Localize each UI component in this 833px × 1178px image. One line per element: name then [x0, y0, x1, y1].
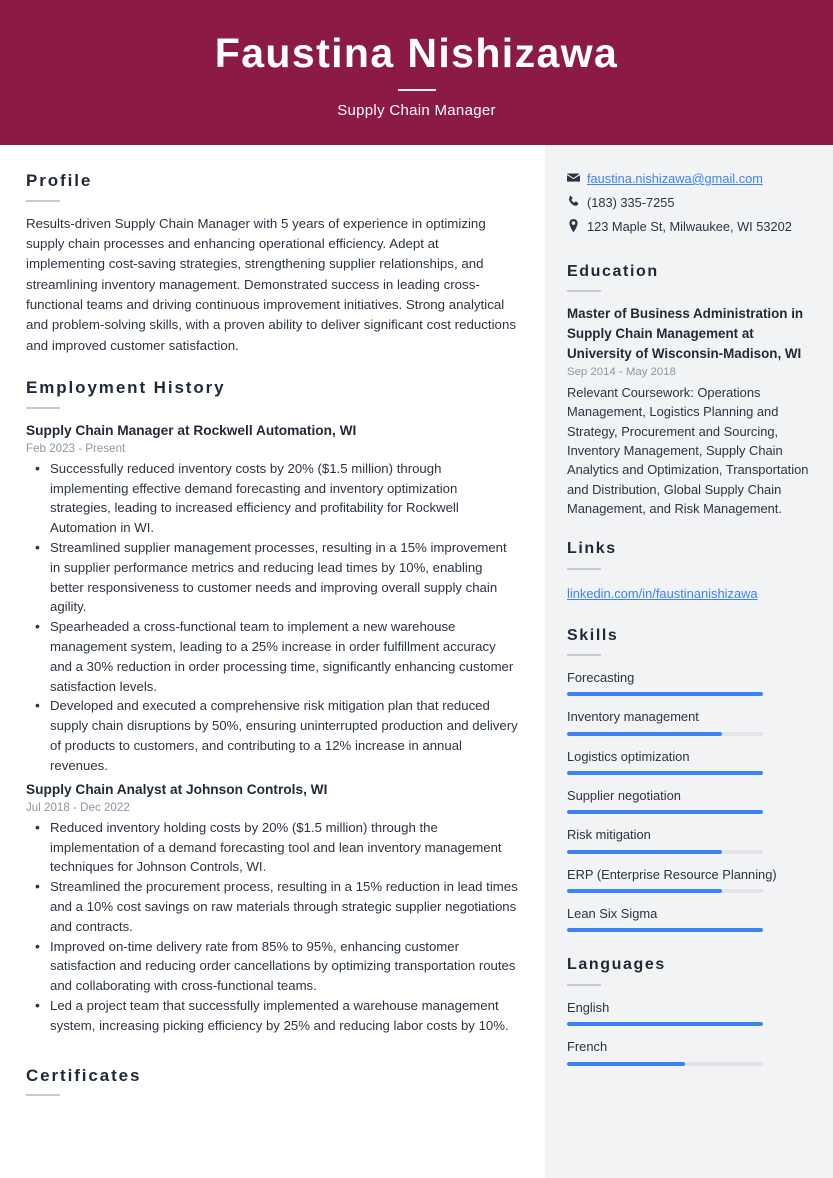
job-bullet: • Streamlined supplier management processes, resulting in a 15% improvement in supplier performance metrics and reducing lead times by 10%, enabling better responsiveness to customer needs and improving overall supply chain agility.	[26, 538, 519, 617]
skill-level-track	[567, 692, 763, 696]
linkedin-link[interactable]: linkedin.com/in/faustinanishizawa	[567, 585, 758, 601]
job-entry	[26, 421, 519, 776]
section-underline	[26, 1094, 60, 1096]
skill-level-fill	[567, 810, 763, 814]
skill-item	[567, 786, 809, 814]
profile-section	[26, 171, 519, 356]
profile-text: Results-driven Supply Chain Manager with 5 years of experience in optimizing supply chain processes and enhancing operational efficiency. Adept at implementing cost-saving strategies, strengthening supplier relationships, and streamlining inventory management. Demonstrated success in leading cross-functional teams and driving continuous improvement initiatives. Strong analytical and problem-solving skills, with a proven ability to deliver significant cost reductions and improved customer satisfaction.	[26, 215, 516, 353]
contact-row-email	[567, 169, 809, 188]
education-dates: Sep 2014 - May 2018	[567, 366, 676, 379]
languages-heading: Languages	[567, 956, 666, 974]
skill-label: Supplier negotiation	[567, 787, 681, 803]
job-title: Supply Chain Manager at Rockwell Automation, WI	[26, 422, 357, 438]
job-entry	[26, 780, 519, 1036]
skill-item	[567, 865, 809, 893]
address-value: 123 Maple St, Milwaukee, WI 53202	[587, 219, 792, 235]
phone-icon	[567, 193, 587, 208]
skill-item	[567, 707, 809, 735]
skill-item	[567, 747, 809, 775]
location-pin-icon	[567, 217, 587, 232]
employment-heading: Employment History	[26, 377, 226, 397]
header-divider	[398, 89, 436, 91]
skill-label: Lean Six Sigma	[567, 906, 658, 922]
section-underline	[26, 407, 60, 409]
language-label: English	[567, 999, 610, 1015]
section-underline	[26, 200, 60, 202]
language-item	[567, 998, 809, 1026]
skill-level-fill	[567, 771, 763, 775]
links-section	[567, 540, 809, 604]
resume-header	[0, 0, 833, 145]
sidebar-column	[545, 145, 833, 1178]
education-degree: Master of Business Administration in Supply Chain Management at University of Wisconsin-Madison, WI	[567, 305, 804, 362]
employment-section	[26, 378, 519, 1036]
education-heading: Education	[567, 262, 659, 280]
job-bullet: • Led a project team that successfully implemented a warehouse management system, increasing picking efficiency by 25% and reducing labor costs by 10%.	[26, 996, 519, 1036]
language-level-track	[567, 1062, 763, 1066]
language-item	[567, 1037, 809, 1065]
profile-heading: Profile	[26, 171, 93, 190]
skill-item	[567, 904, 809, 932]
job-bullet-list	[26, 459, 519, 776]
links-heading: Links	[567, 540, 617, 558]
language-level-fill	[567, 1022, 763, 1026]
language-level-track	[567, 1022, 763, 1026]
job-bullet: • Reduced inventory holding costs by 20% ($1.5 million) through the implementation of a demand forecasting tool and lean inventory management techniques for Johnson Controls, WI.	[26, 818, 519, 877]
skill-level-fill	[567, 692, 763, 696]
job-dates: Feb 2023 - Present	[26, 442, 126, 456]
resume-body	[0, 145, 833, 1178]
job-bullet: • Successfully reduced inventory costs by 20% ($1.5 million) through implementing effective demand forecasting and inventory optimization strategies, leading to increased efficiency and profitability for Rockwell Automation in WI.	[26, 459, 519, 538]
skill-label: Risk mitigation	[567, 827, 651, 843]
skill-level-track	[567, 928, 763, 932]
skill-level-track	[567, 732, 763, 736]
contact-row-phone	[567, 193, 809, 212]
language-label: French	[567, 1039, 608, 1055]
links-list	[567, 582, 809, 605]
languages-section	[567, 956, 809, 1065]
envelope-icon	[567, 169, 587, 184]
skill-level-fill	[567, 928, 763, 932]
email-link[interactable]: faustina.nishizawa@gmail.com	[587, 171, 763, 186]
candidate-name: Faustina Nishizawa	[214, 30, 619, 77]
section-underline	[567, 290, 601, 292]
skill-item	[567, 825, 809, 853]
certificates-heading: Certificates	[26, 1065, 142, 1085]
skill-level-fill	[567, 732, 722, 736]
section-underline	[567, 654, 601, 656]
job-bullet: • Spearheaded a cross-functional team to implement a new warehouse management system, leading to a 25% increase in order fulfillment accuracy and a 30% reduction in order processing time, significantly enhancing customer satisfaction levels.	[26, 617, 519, 696]
certificates-section	[26, 1066, 519, 1097]
skill-label: Inventory management	[567, 709, 699, 725]
job-bullet: • Developed and executed a comprehensive risk mitigation plan that reduced supply chain disruptions by 50%, ensuring uninterrupted production and delivery of products to customers, and contributing to a 12% increase in annual revenues.	[26, 696, 519, 775]
job-bullet: • Improved on-time delivery rate from 85% to 95%, enhancing customer satisfaction and reducing order cancellations by optimizing transportation routes and collaborating with cross-functional teams.	[26, 937, 519, 996]
skill-level-track	[567, 810, 763, 814]
phone-value: (183) 335-7255	[587, 195, 675, 211]
contact-details	[567, 169, 809, 237]
skill-level-fill	[567, 850, 722, 854]
skill-level-fill	[567, 889, 722, 893]
skill-label: Logistics optimization	[567, 748, 690, 764]
education-description: Relevant Coursework: Operations Management, Logistics Planning and Strategy, Procurement and Sourcing, Inventory Management, Supply Chain Analytics and Optimization, Transportation and Distribution, Global Supply Chain Management, and Risk Management.	[567, 384, 809, 517]
skill-item	[567, 668, 809, 696]
skill-level-track	[567, 889, 763, 893]
skill-level-track	[567, 771, 763, 775]
skill-label: ERP (Enterprise Resource Planning)	[567, 866, 777, 882]
main-column	[0, 145, 545, 1178]
contact-row-address	[567, 217, 809, 236]
skills-section	[567, 627, 809, 933]
candidate-job-title: Supply Chain Manager	[337, 101, 496, 119]
job-dates: Jul 2018 - Dec 2022	[26, 801, 130, 815]
job-title: Supply Chain Analyst at Johnson Controls, WI	[26, 781, 328, 797]
skill-level-track	[567, 850, 763, 854]
section-underline	[567, 568, 601, 570]
job-bullet-list	[26, 818, 519, 1036]
language-level-fill	[567, 1062, 685, 1066]
skills-heading: Skills	[567, 626, 619, 644]
section-underline	[567, 984, 601, 986]
skill-label: Forecasting	[567, 669, 635, 685]
job-bullet: • Streamlined the procurement process, resulting in a 15% reduction in lead times and a 10% cost savings on raw materials through strategic supplier negotiations and contracts.	[26, 877, 519, 936]
education-section	[567, 263, 809, 519]
